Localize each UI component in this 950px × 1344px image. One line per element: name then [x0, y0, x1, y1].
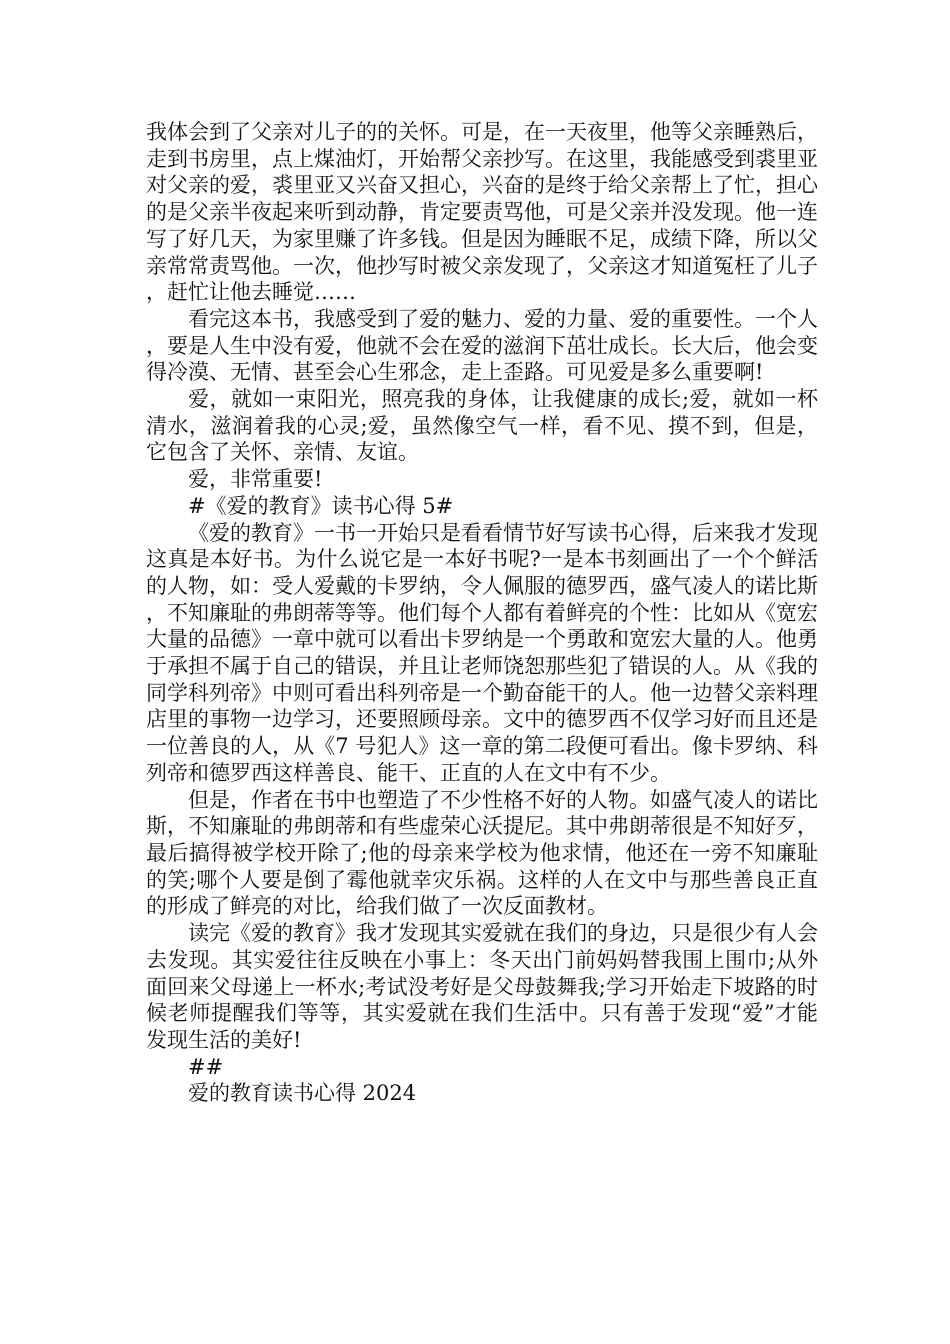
paragraph-bad-characters: 但是，作者在书中也塑造了不少性格不好的人物。如盛气凌人的诺比斯，不知廉耻的弗朗蒂和有些虚荣心沃提尼。其中弗朗蒂很是不知好歹，最后搞得被学校开除了;他的母亲来学校为他求情，他还在一旁不知廉耻的笑;哪个人要是倒了霉他就幸灾乐祸。这样的人在文中与那些善良正直的形成了鲜亮的对比，给我们做了一次反面教材。	[146, 787, 818, 919]
section-heading-5: #《爱的教育》读书心得 5#	[188, 493, 454, 518]
document-page	[146, 119, 818, 1107]
paragraph-after-reading: 看完这本书，我感受到了爱的魅力、爱的力量、爱的重要性。一个人，要是人生中没有爱，他就不会在爱的滋润下茁壮成长。长大后，他会变得冷漠、无情、甚至会心生邪念，走上歪路。可见爱是多么重要啊!	[146, 306, 818, 385]
paragraph-discover-love: 读完《爱的教育》我才发现其实爱就在我们的身边，只是很少有人会去发现。其实爱往往反映在小事上：冬天出门前妈妈替我围上围巾;从外面回来父母递上一杯水;考试没考好是父母鼓舞我;学习开始走下坡路的时候老师提醒我们等等，其实爱就在我们生活中。只有善于发现“爱”才能发现生活的美好!	[146, 921, 818, 1052]
document-footer-title: 爱的教育读书心得 2024	[188, 1081, 417, 1106]
paragraph-love-sunshine: 爱，就如一束阳光，照亮我的身体，让我健康的成长;爱，就如一杯清水，滋润着我的心灵;爱，虽然像空气一样，看不见、摸不到，但是，它包含了关怀、亲情、友谊。	[146, 387, 818, 465]
paragraph-good-book: 《爱的教育》一书一开始只是看看情节好写读书心得，后来我才发现这真是本好书。为什么说它是一本好书呢?一是本书刻画出了一个个鲜活的人物，如：受人爱戴的卡罗纳，令人佩服的德罗西，盛气凌人的诺比斯，不知廉耻的弗朗蒂等等。他们每个人都有着鲜亮的个性：比如从《宽宏大量的品德》一章中就可以看出卡罗纳是一个勇敢和宽宏大量的人。他勇于承担不属于自己的错误，并且让老师饶恕那些犯了错误的人。从《我的同学科列帝》中则可看出科列帝是一个勤奋能干的人。他一边替父亲料理店里的事物一边学习，还要照顾母亲。文中的德罗西不仅学习好而且还是一位善良的人，从《7 号犯人》这一章的第二段便可看出。像卡罗纳、科列帝和德罗西这样善良、能干、正直的人在文中有不少。	[146, 520, 818, 785]
paragraph-father-love: 我体会到了父亲对儿子的的关怀。可是，在一天夜里，他等父亲睡熟后，走到书房里，点上煤油灯，开始帮父亲抄写。在这里，我能感受到裘里亚对父亲的爱，裘里亚又兴奋又担心，兴奋的是终于给父亲帮上了忙，担心的是父亲半夜起来听到动静，肯定要责骂他，可是父亲并没发现。他一连写了好几天，为家里赚了许多钱。但是因为睡眠不足，成绩下降，所以父亲常常责骂他。一次，他抄写时被父亲发现了，父亲这才知道冤枉了儿子，赶忙让他去睡觉……	[146, 120, 818, 305]
paragraph-love-important: 爱，非常重要!	[188, 467, 323, 492]
section-separator: ##	[188, 1054, 224, 1079]
